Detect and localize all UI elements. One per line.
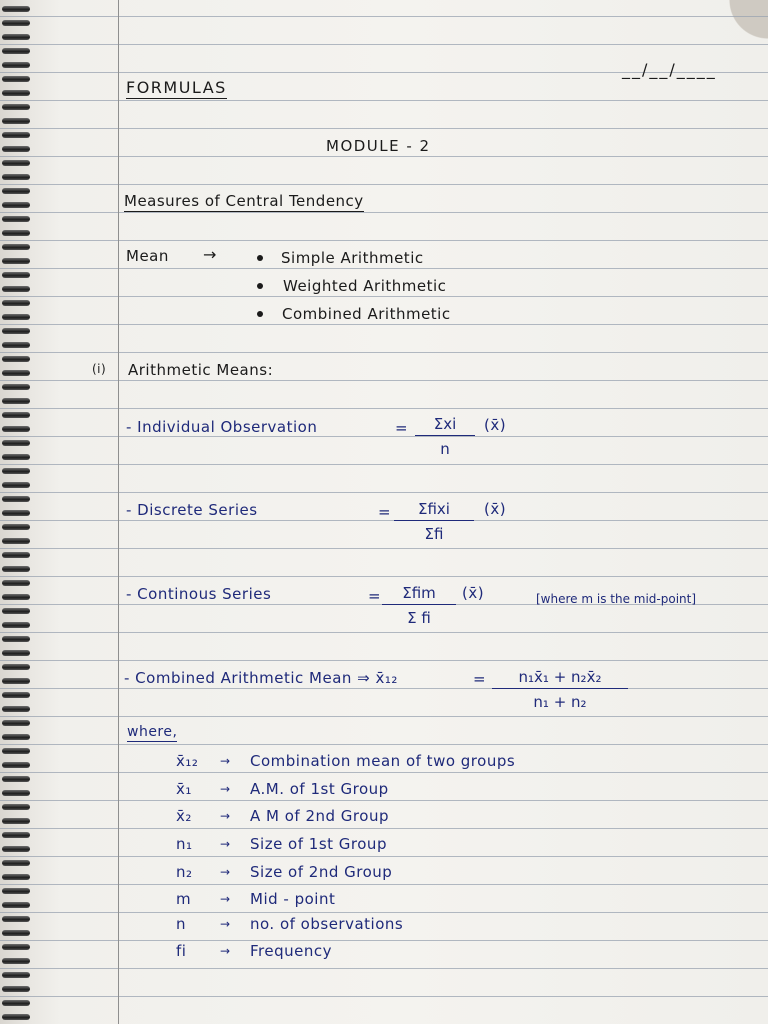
spiral-ring <box>2 174 30 180</box>
legend-symbol: x̄₁ <box>176 780 192 798</box>
ruled-line <box>0 156 768 157</box>
spiral-ring <box>2 160 30 166</box>
ruled-line <box>0 492 768 493</box>
ruled-line <box>0 912 768 913</box>
spiral-ring <box>2 510 30 516</box>
continuous-label: - Continous Series <box>126 585 272 603</box>
spiral-ring <box>2 832 30 838</box>
ruled-line <box>0 968 768 969</box>
spiral-ring <box>2 496 30 502</box>
spiral-ring <box>2 594 30 600</box>
spiral-ring <box>2 972 30 978</box>
ruled-line <box>0 800 768 801</box>
topic-heading: Measures of Central Tendency <box>124 192 364 210</box>
legend-symbol: n₁ <box>176 835 193 853</box>
spiral-ring <box>2 300 30 306</box>
equals-sign: = <box>473 670 487 688</box>
legend-symbol: n₂ <box>176 863 193 881</box>
module-heading: MODULE - 2 <box>326 137 431 155</box>
legend-symbol: n <box>176 915 187 933</box>
spiral-ring <box>2 776 30 782</box>
spiral-ring <box>2 608 30 614</box>
legend-arrow-icon: → <box>220 809 231 823</box>
ruled-line <box>0 184 768 185</box>
individual-numerator: Σxi <box>415 415 475 436</box>
individual-fraction <box>415 415 475 458</box>
equals-sign: = <box>378 503 392 521</box>
spiral-ring <box>2 804 30 810</box>
discrete-label: - Discrete Series <box>126 501 258 519</box>
spiral-ring <box>2 790 30 796</box>
spiral-ring <box>2 48 30 54</box>
legend-symbol: m <box>176 890 192 908</box>
mean-symbol: (x̄) <box>462 584 485 602</box>
ruled-line <box>0 688 768 689</box>
ruled-line <box>0 100 768 101</box>
spiral-ring <box>2 846 30 852</box>
ruled-line <box>0 380 768 381</box>
spiral-ring <box>2 118 30 124</box>
ruled-line <box>0 744 768 745</box>
individual-label: - Individual Observation <box>126 418 318 436</box>
equals-sign: = <box>395 419 409 437</box>
spiral-ring <box>2 6 30 12</box>
ruled-line <box>0 828 768 829</box>
spiral-binding <box>0 0 34 1024</box>
spiral-ring <box>2 20 30 26</box>
ruled-line <box>0 240 768 241</box>
legend-arrow-icon: → <box>220 917 231 931</box>
spiral-ring <box>2 482 30 488</box>
ruled-line <box>0 996 768 997</box>
combined-label: - Combined Arithmetic Mean ⇒ x̄₁₂ <box>124 669 398 687</box>
spiral-ring <box>2 692 30 698</box>
spiral-ring <box>2 230 30 236</box>
spiral-ring <box>2 944 30 950</box>
continuous-numerator: Σfim <box>382 584 456 605</box>
legend-meaning: Combination mean of two groups <box>250 752 516 770</box>
spiral-ring <box>2 622 30 628</box>
ruled-line <box>0 16 768 17</box>
spiral-ring <box>2 762 30 768</box>
individual-denominator: n <box>440 440 450 458</box>
spiral-ring <box>2 146 30 152</box>
spiral-ring <box>2 720 30 726</box>
spiral-ring <box>2 286 30 292</box>
legend-meaning: A.M. of 1st Group <box>250 780 389 798</box>
ruled-line <box>0 464 768 465</box>
legend-symbol: fi <box>176 942 187 960</box>
spiral-ring <box>2 566 30 572</box>
ruled-line <box>0 940 768 941</box>
spiral-ring <box>2 664 30 670</box>
spiral-ring <box>2 412 30 418</box>
discrete-fraction <box>394 500 474 543</box>
spiral-ring <box>2 1000 30 1006</box>
legend-symbol: x̄₂ <box>176 807 192 825</box>
spiral-ring <box>2 650 30 656</box>
ruled-line <box>0 44 768 45</box>
spiral-ring <box>2 398 30 404</box>
spiral-ring <box>2 748 30 754</box>
ruled-line <box>0 660 768 661</box>
spiral-ring <box>2 860 30 866</box>
spiral-ring <box>2 580 30 586</box>
legend-meaning: A M of 2nd Group <box>250 807 389 825</box>
legend-symbol: x̄₁₂ <box>176 752 199 770</box>
equals-sign: = <box>368 587 382 605</box>
legend-arrow-icon: → <box>220 754 231 768</box>
combined-fraction <box>492 668 628 711</box>
spiral-ring <box>2 706 30 712</box>
legend-arrow-icon: → <box>220 837 231 851</box>
spiral-ring <box>2 62 30 68</box>
legend-arrow-icon: → <box>220 782 231 796</box>
ruled-line <box>0 352 768 353</box>
ruled-line <box>0 268 768 269</box>
spiral-ring <box>2 328 30 334</box>
margin-line <box>118 0 119 1024</box>
spiral-ring <box>2 384 30 390</box>
legend-arrow-icon: → <box>220 892 231 906</box>
ruled-line <box>0 772 768 773</box>
combined-denominator: n₁ + n₂ <box>533 693 587 711</box>
spiral-ring <box>2 986 30 992</box>
where-label: where, <box>127 724 178 740</box>
ruled-line <box>0 548 768 549</box>
section-title: Arithmetic Means: <box>128 361 274 379</box>
spiral-ring <box>2 76 30 82</box>
page-corner <box>728 0 768 40</box>
spiral-ring <box>2 636 30 642</box>
date-field: __/__/____ <box>622 60 717 79</box>
combined-numerator: n₁x̄₁ + n₂x̄₂ <box>492 668 628 689</box>
page-title: FORMULAS <box>126 78 227 97</box>
legend-meaning: Size of 2nd Group <box>250 863 393 881</box>
legend-arrow-icon: → <box>220 944 231 958</box>
mean-type-item: Weighted Arithmetic <box>283 277 447 295</box>
ruled-line <box>0 296 768 297</box>
ruled-line <box>0 576 768 577</box>
mean-type-item: Simple Arithmetic <box>281 249 424 267</box>
spiral-ring <box>2 216 30 222</box>
midpoint-note: [where m is the mid-point] <box>536 592 697 606</box>
ruled-line <box>0 632 768 633</box>
ruled-line <box>0 884 768 885</box>
spiral-ring <box>2 272 30 278</box>
spiral-ring <box>2 818 30 824</box>
discrete-numerator: Σfixi <box>394 500 474 521</box>
ruled-line <box>0 408 768 409</box>
spiral-ring <box>2 902 30 908</box>
bullet-icon <box>257 283 263 289</box>
spiral-ring <box>2 90 30 96</box>
legend-meaning: Size of 1st Group <box>250 835 387 853</box>
bullet-icon <box>257 255 263 261</box>
spiral-ring <box>2 524 30 530</box>
spiral-ring <box>2 356 30 362</box>
bullet-icon <box>257 311 263 317</box>
ruled-line <box>0 212 768 213</box>
spiral-ring <box>2 244 30 250</box>
spiral-ring <box>2 552 30 558</box>
spiral-ring <box>2 874 30 880</box>
mean-arrow-icon: → <box>203 245 217 264</box>
spiral-ring <box>2 440 30 446</box>
spiral-ring <box>2 454 30 460</box>
spiral-ring <box>2 34 30 40</box>
ruled-line <box>0 716 768 717</box>
mean-symbol: (x̄) <box>484 500 507 518</box>
discrete-denominator: Σfi <box>424 525 444 543</box>
spiral-ring <box>2 916 30 922</box>
mean-label: Mean <box>126 247 169 265</box>
ruled-line <box>0 128 768 129</box>
continuous-denominator: Σ fi <box>407 609 431 627</box>
ruled-line <box>0 324 768 325</box>
spiral-ring <box>2 104 30 110</box>
spiral-ring <box>2 958 30 964</box>
legend-meaning: Frequency <box>250 942 332 960</box>
legend-arrow-icon: → <box>220 865 231 879</box>
section-number: (i) <box>92 362 107 376</box>
continuous-fraction <box>382 584 456 627</box>
ruled-line <box>0 856 768 857</box>
spiral-ring <box>2 678 30 684</box>
legend-meaning: no. of observations <box>250 915 404 933</box>
spiral-ring <box>2 370 30 376</box>
spiral-ring <box>2 1014 30 1020</box>
spiral-ring <box>2 734 30 740</box>
spiral-ring <box>2 930 30 936</box>
spiral-ring <box>2 426 30 432</box>
spiral-ring <box>2 258 30 264</box>
spiral-ring <box>2 132 30 138</box>
ruled-line <box>0 436 768 437</box>
mean-type-item: Combined Arithmetic <box>282 305 451 323</box>
mean-symbol: (x̄) <box>484 416 507 434</box>
spiral-ring <box>2 888 30 894</box>
spiral-ring <box>2 314 30 320</box>
spiral-ring <box>2 468 30 474</box>
spiral-ring <box>2 188 30 194</box>
spiral-ring <box>2 342 30 348</box>
spiral-ring <box>2 538 30 544</box>
spiral-ring <box>2 202 30 208</box>
legend-meaning: Mid - point <box>250 890 336 908</box>
